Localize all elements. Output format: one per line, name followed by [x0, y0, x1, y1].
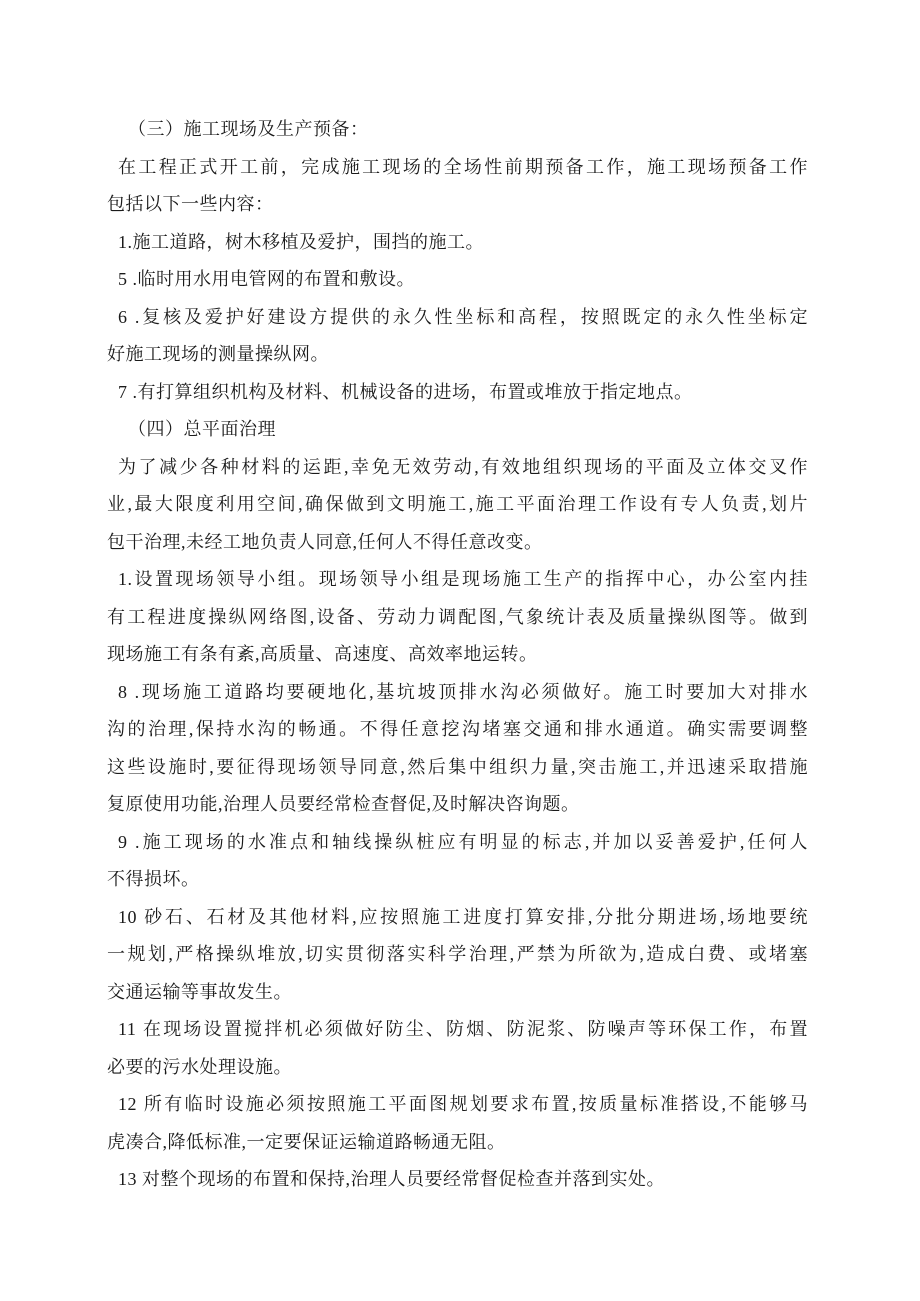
paragraph-line: 5 .临时用水用电管网的布置和敷设。: [118, 269, 415, 289]
paragraph-line: 13 对整个现场的布置和保持,治理人员要经常督促检查并落到实处。: [118, 1169, 665, 1189]
list-item: [0, 674, 920, 824]
paragraph-line: 包括以下一些内容：: [107, 194, 274, 214]
paragraph-line: 1.施工道路，树木移植及爱护，围挡的施工。: [118, 231, 484, 252]
paragraph-line: 9 .施工现场的水准点和轴线操纵桩应有明显的标志,并加以妥善爱护,任何人: [118, 831, 808, 852]
paragraph-line: 沟的治理,保持水沟的畅通。不得任意挖沟堵塞交通和排水通道。确实需要调整: [107, 719, 808, 739]
list-item: [0, 374, 920, 412]
list-item: [0, 299, 920, 374]
section-heading: （四）总平面治理: [128, 419, 276, 439]
paragraph-line: 业,最大限度利用空间,确保做到文明施工,施工平面治理工作设有专人负责,划片: [107, 494, 808, 514]
paragraph-line: 7 .有打算组织机构及材料、机械设备的进场，布置或堆放于指定地点。: [118, 381, 693, 402]
paragraph-line: 包干治理,未经工地负责人同意,任何人不得任意改变。: [107, 531, 543, 552]
document-body: [0, 111, 920, 1199]
paragraph-line: 6 .复核及爱护好建设方提供的永久性坐标和高程，按照既定的永久性坐标定: [118, 306, 808, 327]
paragraph-line: 8 .现场施工道路均要硬地化,基坑坡顶排水沟必须做好。施工时要加大对排水: [118, 681, 808, 702]
section-heading-4: [0, 411, 920, 449]
paragraph-line: 这些设施时,要征得现场领导同意,然后集中组织力量,突击施工,并迅速采取措施: [107, 756, 808, 777]
paragraph-line: 虎凑合,降低标准,一定要保证运输道路畅通无阻。: [107, 1131, 506, 1152]
paragraph-line: 复原使用功能,治理人员要经常检查督促,及时解决咨询题。: [107, 794, 580, 814]
paragraph-line: 10 砂石、石材及其他材料,应按照施工进度打算安排,分批分期进场,场地要统: [118, 906, 808, 927]
paragraph-line: 12 所有临时设施必须按照施工平面图规划要求布置,按质量标准搭设,不能够马: [118, 1094, 808, 1114]
section-heading: （三）施工现场及生产预备：: [128, 119, 369, 139]
list-item: [0, 1086, 920, 1161]
paragraph-line: 为了减少各种材料的运距,幸免无效劳动,有效地组织现场的平面及立体交叉作: [118, 456, 808, 477]
paragraph-line: 现场施工有条有紊,高质量、高速度、高效率地运转。: [107, 644, 538, 664]
paragraph-line: 不得损坏。: [107, 869, 200, 889]
paragraph: [0, 149, 920, 224]
list-item: [0, 899, 920, 1012]
paragraph-line: 交通运输等事故发生。: [107, 981, 292, 1002]
paragraph-line: 1.设置现场领导小组。现场领导小组是现场施工生产的指挥中心，办公室内挂: [118, 569, 808, 589]
list-item: [0, 261, 920, 299]
paragraph-line: 必要的污水处理设施。: [107, 1056, 292, 1077]
list-item: [0, 824, 920, 899]
paragraph-line: 一规划,严格操纵堆放,切实贯彻落实科学治理,严禁为所欲为,造成白费、或堵塞: [107, 944, 808, 964]
list-item: [0, 1011, 920, 1086]
section-heading-3: [0, 111, 920, 149]
list-item: [0, 561, 920, 674]
list-item: [0, 224, 920, 262]
paragraph-line: 有工程进度操纵网络图,设备、劳动力调配图,气象统计表及质量操纵图等。做到: [107, 606, 808, 627]
paragraph-line: 在工程正式开工前，完成施工现场的全场性前期预备工作，施工现场预备工作: [118, 156, 808, 177]
paragraph-line: 好施工现场的测量操纵网。: [107, 344, 329, 364]
paragraph-line: 11 在现场设置搅拌机必须做好防尘、防烟、防泥浆、防噪声等环保工作，布置: [118, 1019, 808, 1039]
list-item: [0, 1161, 920, 1199]
paragraph: [0, 449, 920, 562]
